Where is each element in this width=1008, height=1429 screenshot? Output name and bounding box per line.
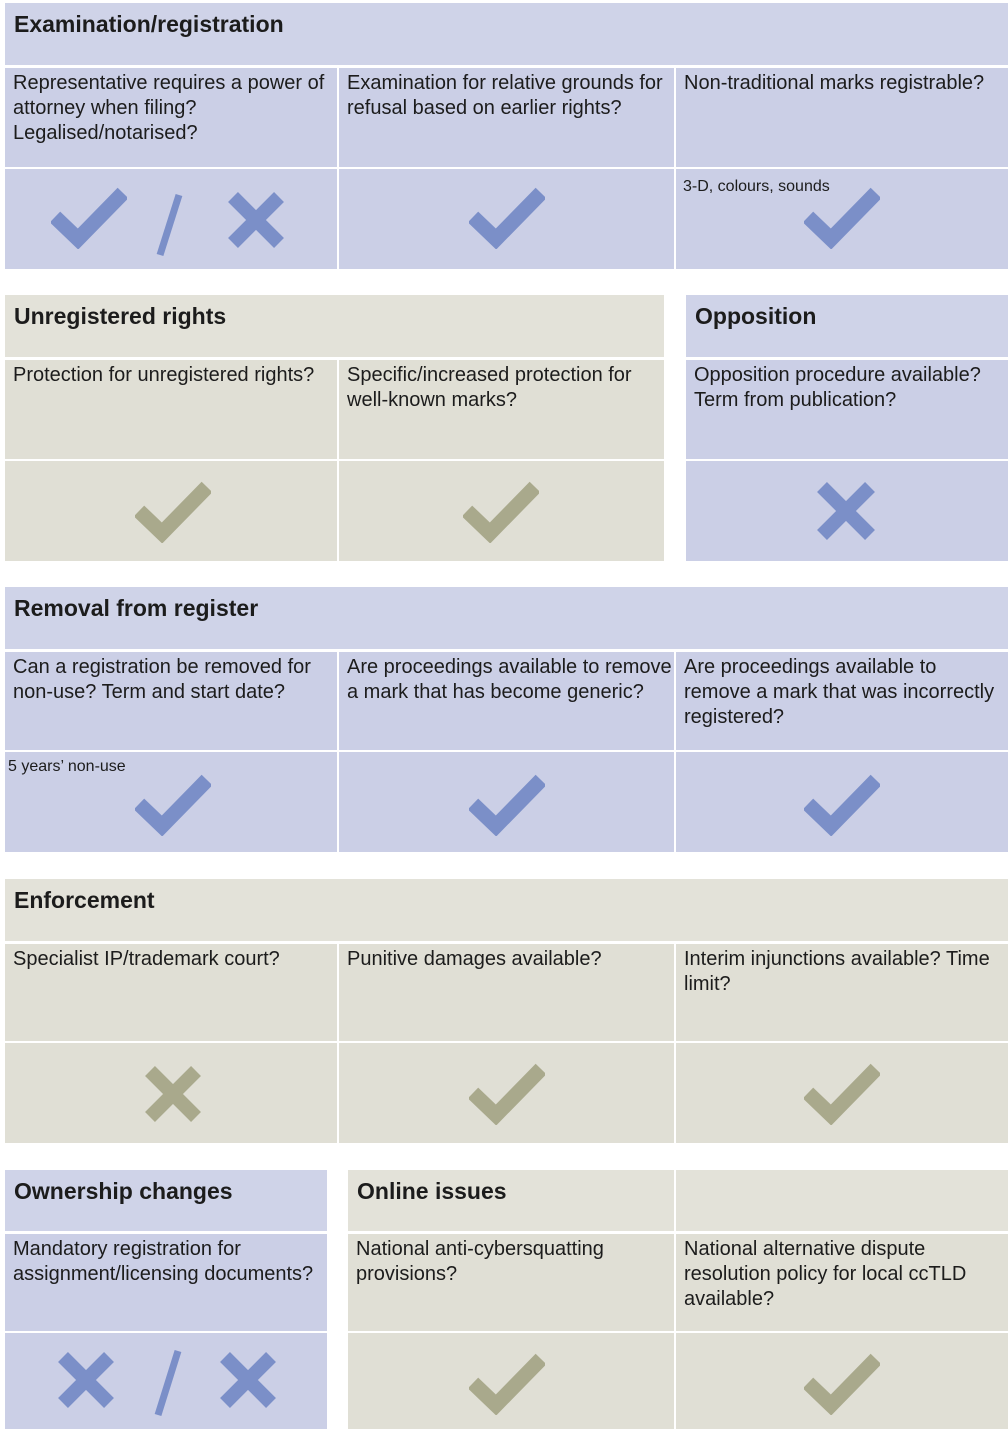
check-icon [135,481,211,543]
question-well-known-marks: Specific/increased protection for well-known marks? [339,360,664,459]
slash-icon [151,191,187,259]
check-icon [463,481,539,543]
check-icon [804,187,880,249]
answer-note: 3-D, colours, sounds [683,178,830,195]
section-title: Removal from register [5,587,1008,649]
answer-unregistered-protection [5,461,337,561]
check-icon [51,187,127,249]
section-title: Enforcement [5,879,1008,941]
answer-note: 5 years’ non-use [8,758,126,775]
answer-interim-injunctions [676,1043,1008,1143]
question-power-of-attorney: Representative requires a power of attorney when filing? Legalised/notarised? [5,68,337,167]
cross-icon [227,191,285,249]
answer-well-known-marks [339,461,664,561]
answer-non-use [5,752,337,852]
question-non-traditional-marks: Non-traditional marks registrable? [676,68,1008,167]
cross-icon [144,1065,202,1123]
section-title: Opposition [686,295,1008,357]
answer-incorrectly-registered [676,752,1008,852]
answer-specialist-court [5,1043,337,1143]
check-icon [469,774,545,836]
header-divider [674,1170,676,1231]
cross-icon [816,481,876,541]
section-title: Unregistered rights [5,295,664,357]
section-title: Examination/registration [5,3,1008,65]
question-anti-cybersquatting: National anti-cybersquatting provisions? [348,1234,674,1331]
question-punitive-damages: Punitive damages available? [339,944,674,1041]
answer-generic [339,752,674,852]
question-non-use: Can a registration be removed for non-use? Term and start date? [5,652,337,750]
check-icon [469,1353,545,1415]
section-title: Online issues [348,1170,1008,1231]
check-icon [804,774,880,836]
question-incorrectly-registered: Are proceedings available to remove a mark that was incorrectly registered? [676,652,1008,750]
cross-icon [219,1351,277,1409]
check-icon [135,774,211,836]
check-icon [804,1063,880,1125]
question-generic: Are proceedings available to remove a mark that has become generic? [339,652,674,750]
question-interim-injunctions: Interim injunctions available? Time limit? [676,944,1008,1041]
question-mandatory-registration: Mandatory registration for assignment/licensing documents? [5,1234,327,1331]
answer-cctld-dispute-resolution [676,1333,1008,1429]
check-icon [469,187,545,249]
answer-power-of-attorney [5,169,337,269]
slash-icon [150,1347,186,1419]
answer-mandatory-registration [5,1333,327,1429]
question-cctld-dispute-resolution: National alternative dispute resolution policy for local ccTLD available? [676,1234,1008,1331]
check-icon [804,1353,880,1415]
section-title: Ownership changes [5,1170,327,1231]
question-relative-grounds: Examination for relative grounds for refusal based on earlier rights? [339,68,674,167]
answer-anti-cybersquatting [348,1333,674,1429]
answer-opposition-procedure [686,461,1008,561]
answer-non-traditional-marks [676,169,1008,269]
cross-icon [57,1351,115,1409]
question-opposition-procedure: Opposition procedure available? Term from publication? [686,360,1008,459]
check-icon [469,1063,545,1125]
question-specialist-court: Specialist IP/trademark court? [5,944,337,1041]
question-unregistered-protection: Protection for unregistered rights? [5,360,337,459]
answer-punitive-damages [339,1043,674,1143]
answer-relative-grounds [339,169,674,269]
